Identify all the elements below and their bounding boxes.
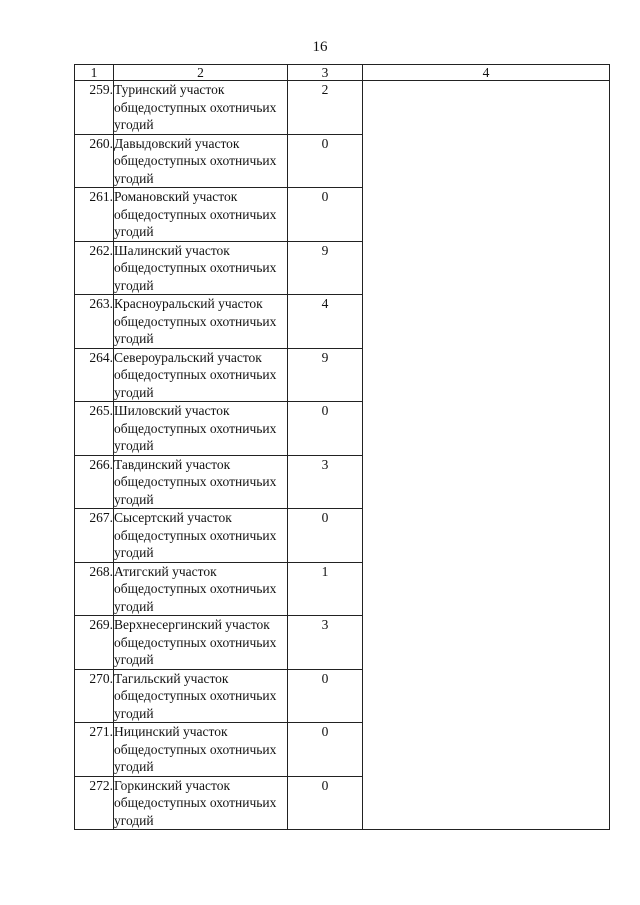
- row-name: Тавдинский участок общедоступных охотничьих угодий: [114, 455, 288, 509]
- row-number: 271.: [75, 723, 114, 777]
- row-value: 3: [288, 616, 363, 670]
- row-value: 0: [288, 776, 363, 830]
- row-name: Туринский участок общедоступных охотничьих угодий: [114, 81, 288, 135]
- header-row: [75, 65, 610, 81]
- row-value: 0: [288, 723, 363, 777]
- row-name: Североуральский участок общедоступных охотничьих угодий: [114, 348, 288, 402]
- header-col-4: 4: [363, 65, 610, 81]
- row-number: 272.: [75, 776, 114, 830]
- row-name: Горкинский участок общедоступных охотничьих угодий: [114, 776, 288, 830]
- row-number: 269.: [75, 616, 114, 670]
- row-name: Ницинский участок общедоступных охотничьих угодий: [114, 723, 288, 777]
- row-value: 4: [288, 295, 363, 349]
- row-name: Атигский участок общедоступных охотничьих угодий: [114, 562, 288, 616]
- col4-empty-cell: [363, 81, 610, 830]
- row-value: 9: [288, 348, 363, 402]
- table-row: [75, 81, 610, 135]
- row-value: 0: [288, 134, 363, 188]
- row-value: 2: [288, 81, 363, 135]
- row-number: 261.: [75, 188, 114, 242]
- row-value: 0: [288, 669, 363, 723]
- hunting-grounds-table: [74, 64, 610, 830]
- header-col-3: 3: [288, 65, 363, 81]
- row-value: 0: [288, 402, 363, 456]
- row-name: Красноуральский участок общедоступных охотничьих угодий: [114, 295, 288, 349]
- row-name: Романовский участок общедоступных охотничьих угодий: [114, 188, 288, 242]
- row-number: 270.: [75, 669, 114, 723]
- row-number: 267.: [75, 509, 114, 563]
- row-number: 260.: [75, 134, 114, 188]
- row-value: 1: [288, 562, 363, 616]
- header-col-2: 2: [114, 65, 288, 81]
- row-name: Давыдовский участок общедоступных охотничьих угодий: [114, 134, 288, 188]
- row-name: Тагильский участок общедоступных охотничьих угодий: [114, 669, 288, 723]
- row-number: 266.: [75, 455, 114, 509]
- row-number: 264.: [75, 348, 114, 402]
- row-name: Шиловский участок общедоступных охотничьих угодий: [114, 402, 288, 456]
- page-number: 16: [312, 39, 328, 55]
- row-value: 3: [288, 455, 363, 509]
- header-col-1: 1: [75, 65, 114, 81]
- row-number: 263.: [75, 295, 114, 349]
- row-number: 262.: [75, 241, 114, 295]
- row-name: Сысертский участок общедоступных охотничьих угодий: [114, 509, 288, 563]
- row-number: 265.: [75, 402, 114, 456]
- row-name: Шалинский участок общедоступных охотничьих угодий: [114, 241, 288, 295]
- row-number: 259.: [75, 81, 114, 135]
- row-value: 0: [288, 188, 363, 242]
- row-value: 0: [288, 509, 363, 563]
- row-name: Верхнесергинский участок общедоступных охотничьих угодий: [114, 616, 288, 670]
- row-number: 268.: [75, 562, 114, 616]
- row-value: 9: [288, 241, 363, 295]
